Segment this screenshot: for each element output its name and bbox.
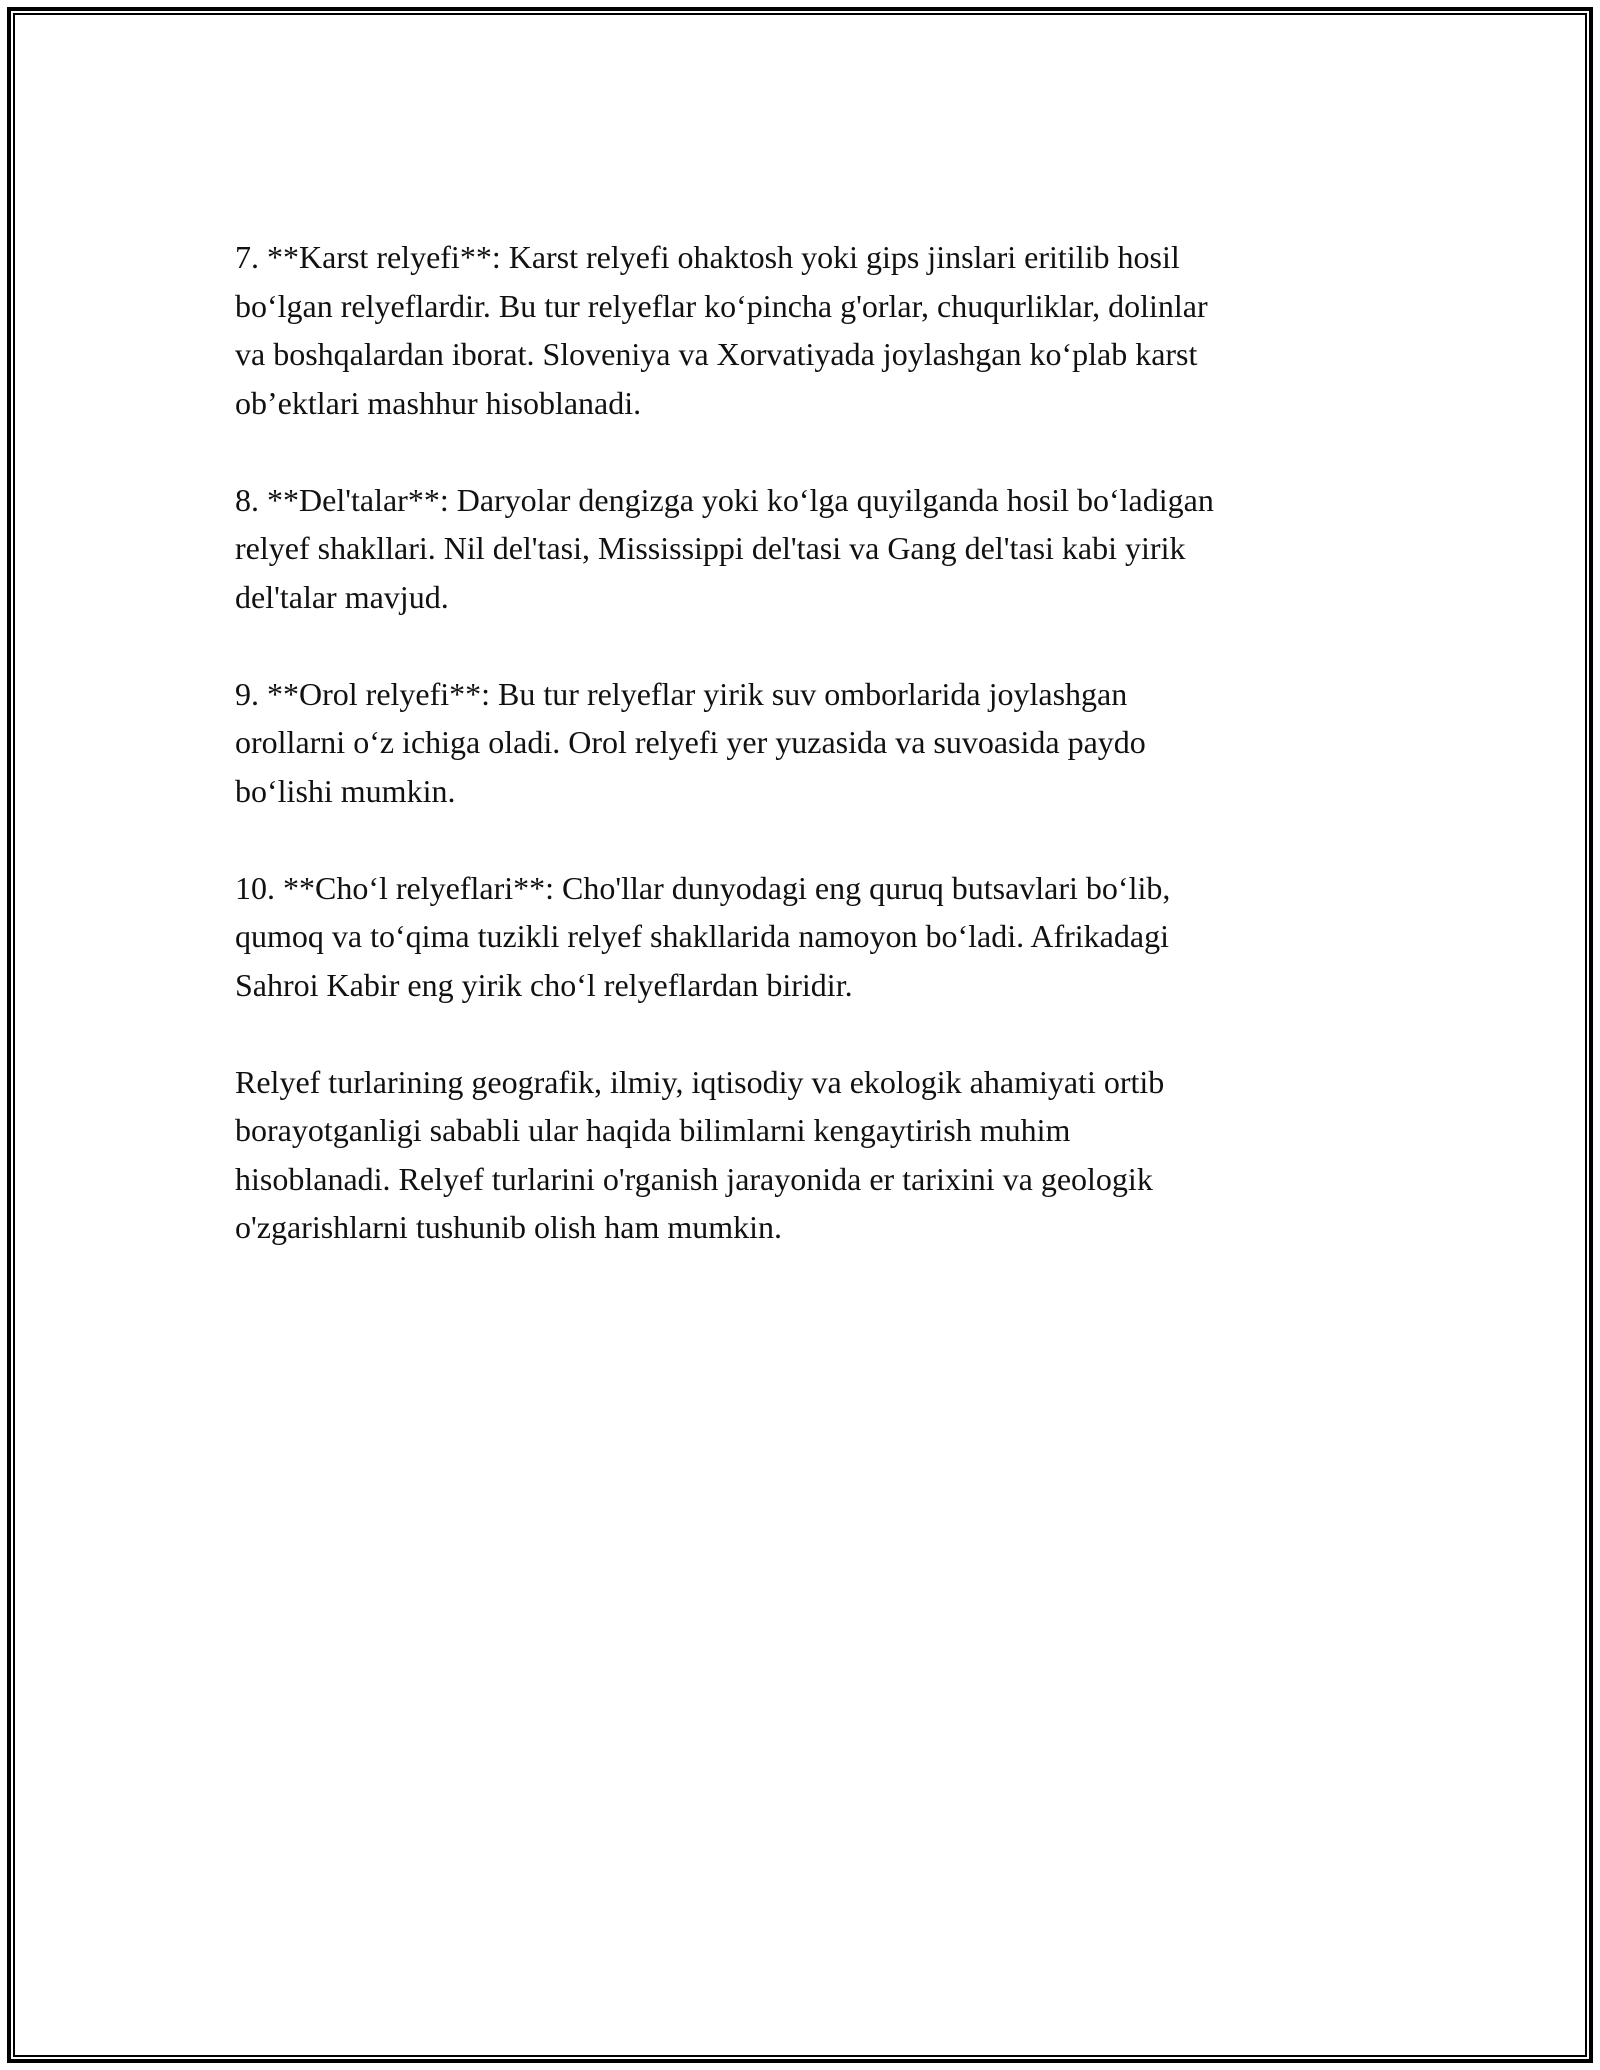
paragraph-conclusion [235,1058,1370,1252]
text-line: ob’ektlari mashhur hisoblanadi. [235,384,642,421]
text-line: bo‘lgan relyeflardir. Bu tur relyeflar ko‘pincha g'orlar, chuqurliklar, dolinlar [235,287,1208,324]
text-line: borayotganligi sababli ular haqida bilimlarni kengaytirish muhim [235,1112,1071,1148]
text-line: Relyef turlarining geografik, ilmiy, iqtisodiy va ekologik ahamiyati ortib [235,1063,1165,1100]
paragraph-chol [235,864,1370,1010]
document-body [235,233,1370,1300]
paragraph-deltalar [235,476,1370,622]
paragraph-karst [235,233,1370,427]
text-line: Sahroi Kabir eng yirik cho‘l relyeflardan biridir. [235,966,853,1003]
text-line: qumoq va to‘qima tuzikli relyef shakllarida namoyon bo‘ladi. Afrikadagi [235,918,1169,954]
text-line: hisoblanadi. Relyef turlarini o'rganish jarayonida er tarixini va geologik [235,1160,1153,1197]
text-line: 8. **Del'talar**: Daryolar dengizga yoki ko‘lga quyilganda hosil bo‘ladigan [235,481,1214,518]
text-line: 7. **Karst relyefi**: Karst relyefi ohaktosh yoki gips jinslari eritilib hosil [235,239,1180,275]
text-line: va boshqalardan iborat. Sloveniya va Xorvatiyada joylashgan ko‘plab karst [235,336,1198,372]
text-line: 9. **Orol relyefi**: Bu tur relyeflar yirik suv omborlarida joylashgan [235,675,1128,712]
text-line: o'zgarishlarni tushunib olish ham mumkin. [235,1209,783,1245]
text-line: bo‘lishi mumkin. [235,772,456,809]
paragraph-orol [235,670,1370,816]
text-line: orollarni o‘z ichiga oladi. Orol relyefi yer yuzasida va suvoasida paydo [235,724,1146,760]
text-line: 10. **Cho‘l relyeflari**: Cho'llar dunyodagi eng quruq butsavlari bo‘lib, [235,869,1171,906]
text-line: relyef shakllari. Nil del'tasi, Mississippi del'tasi va Gang del'tasi kabi yirik [235,530,1186,566]
text-line: del'talar mavjud. [235,578,449,615]
